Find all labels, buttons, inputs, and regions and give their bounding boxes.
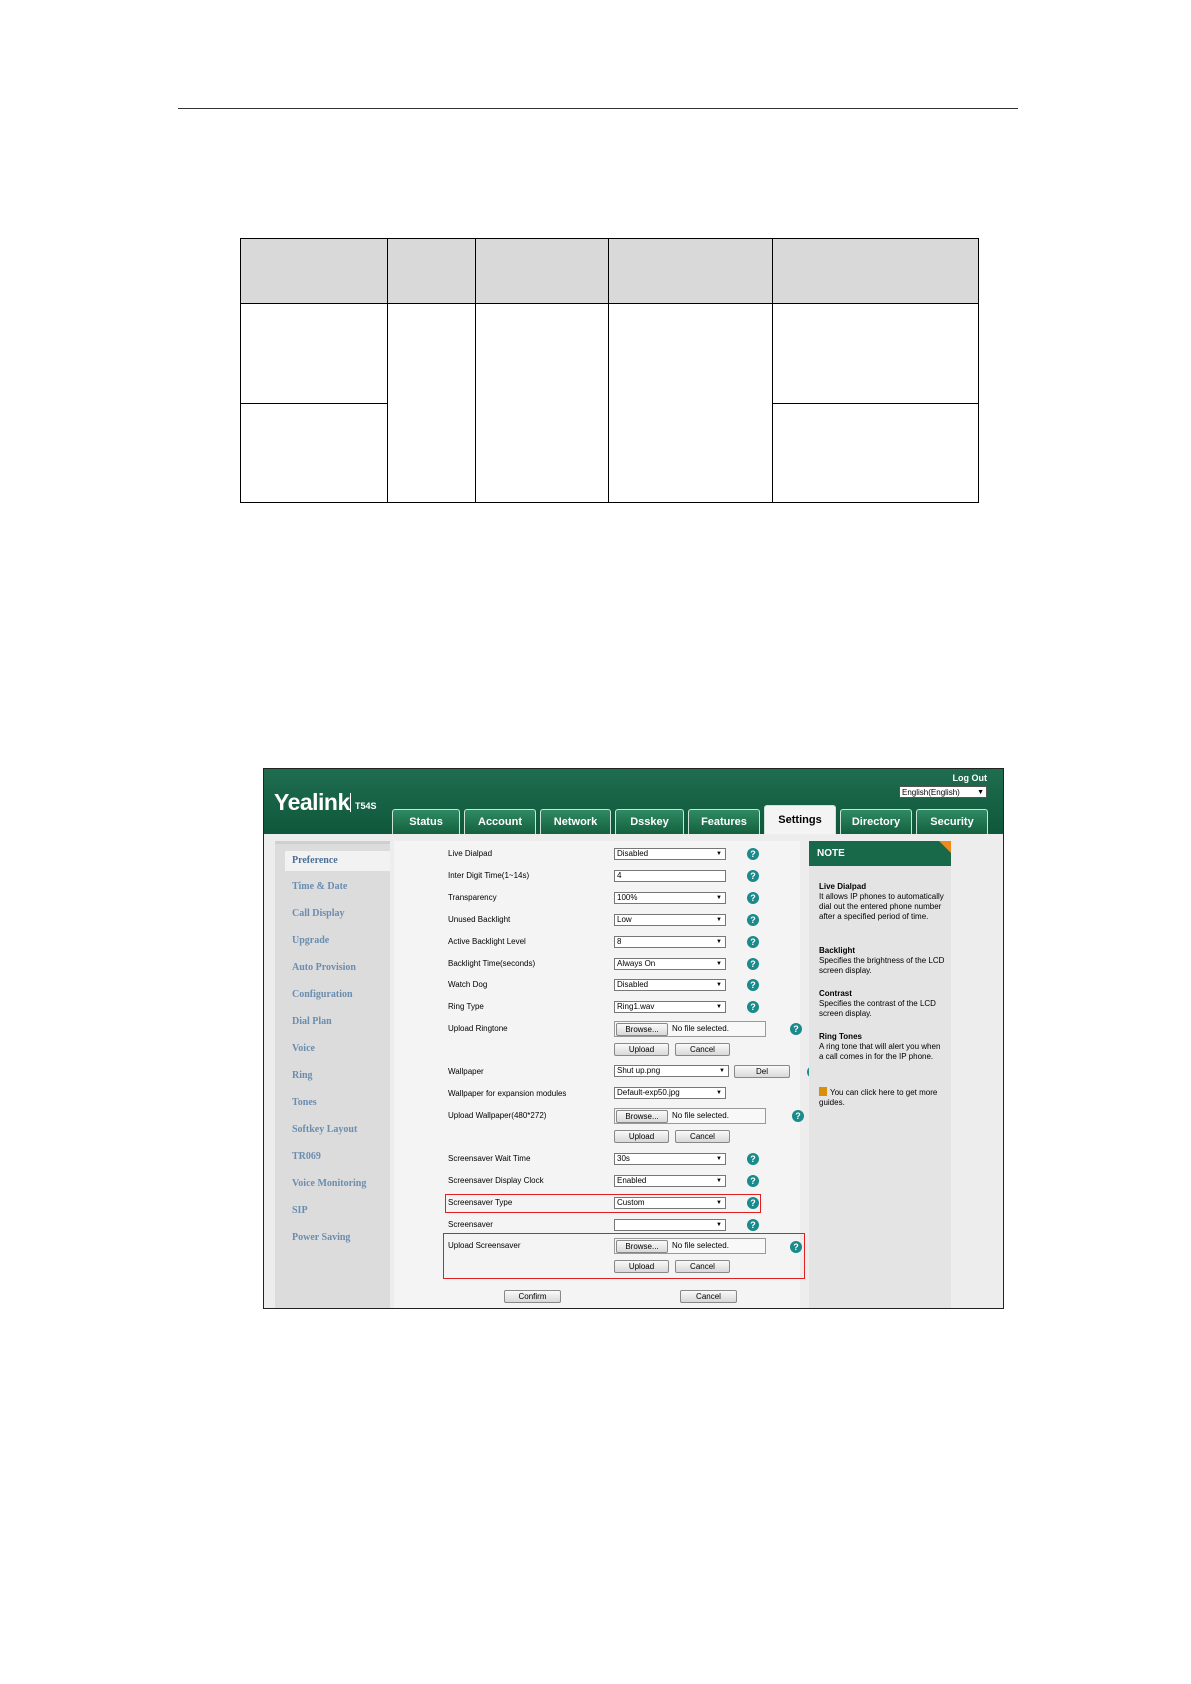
live-dialpad-select[interactable]: Disabled ▼ xyxy=(614,848,726,860)
help-icon[interactable]: ? xyxy=(792,1110,804,1122)
sidebar-item-ring[interactable]: Ring xyxy=(292,1070,313,1081)
upload-wallpaper-button[interactable]: Upload xyxy=(614,1130,669,1143)
sidebar-item-call-display[interactable]: Call Display xyxy=(292,908,345,919)
confirm-button[interactable]: Confirm xyxy=(504,1290,561,1303)
sidebar-item-upgrade[interactable]: Upgrade xyxy=(292,935,330,946)
screensaver-select[interactable] xyxy=(614,1219,726,1231)
chevron-down-icon: ▼ xyxy=(716,895,722,901)
upload-ringtone-button[interactable]: Upload xyxy=(614,1043,669,1056)
delete-wallpaper-button[interactable]: Del xyxy=(734,1065,790,1078)
label-watch-dog: Watch Dog xyxy=(448,980,488,989)
tab-dsskey[interactable]: Dsskey xyxy=(615,809,684,834)
label-screensaver: Screensaver xyxy=(448,1220,493,1229)
note-corner-icon xyxy=(939,841,951,853)
help-icon[interactable]: ? xyxy=(747,848,759,860)
chevron-down-icon: ▼ xyxy=(977,789,984,796)
yealink-logo: Yealink xyxy=(274,789,350,815)
upload-screensaver-button[interactable]: Upload xyxy=(614,1260,669,1273)
screensaver-type-select[interactable]: Custom ▼ xyxy=(614,1197,726,1209)
tab-features[interactable]: Features xyxy=(688,809,760,834)
label-upload-screensaver: Upload Screensaver xyxy=(448,1241,521,1250)
screensaver-file-input[interactable]: Browse... No file selected. xyxy=(614,1238,766,1254)
transparency-select[interactable]: 100% ▼ xyxy=(614,892,726,904)
help-icon[interactable]: ? xyxy=(790,1023,802,1035)
language-select[interactable]: English(English) ▼ xyxy=(899,786,987,798)
document-table xyxy=(240,238,979,503)
highlight-upload-screensaver xyxy=(443,1233,805,1279)
chevron-down-icon: ▼ xyxy=(716,1222,722,1228)
chevron-down-icon: ▼ xyxy=(716,1090,722,1096)
chevron-down-icon: ▼ xyxy=(716,1178,722,1184)
sidebar-item-tr069[interactable]: TR069 xyxy=(292,1151,321,1162)
guide-icon xyxy=(819,1087,827,1096)
browse-button[interactable]: Browse... xyxy=(616,1240,668,1253)
label-backlight-time: Backlight Time(seconds) xyxy=(448,959,536,968)
label-upload-ringtone: Upload Ringtone xyxy=(448,1024,508,1033)
note-item: Ring Tones A ring tone that will alert you when a call comes in for the IP phone. xyxy=(819,1032,941,1061)
wallpaper-file-input[interactable]: Browse... No file selected. xyxy=(614,1108,766,1124)
chevron-down-icon: ▼ xyxy=(716,1200,722,1206)
cancel-ringtone-button[interactable]: Cancel xyxy=(675,1043,730,1056)
note-item: Backlight Specifies the brightness of the LCD screen display. xyxy=(819,946,945,975)
help-icon[interactable]: ? xyxy=(747,1175,759,1187)
unused-backlight-select[interactable]: Low ▼ xyxy=(614,914,726,926)
label-ring-type: Ring Type xyxy=(448,1002,484,1011)
help-icon[interactable]: ? xyxy=(790,1241,802,1253)
browse-button[interactable]: Browse... xyxy=(616,1110,668,1123)
sidebar-item-time-date[interactable]: Time & Date xyxy=(292,881,348,892)
help-icon[interactable]: ? xyxy=(747,958,759,970)
header-rule xyxy=(178,108,1018,109)
table-row xyxy=(241,304,979,404)
tab-network[interactable]: Network xyxy=(540,809,611,834)
sidebar-item-dial-plan[interactable]: Dial Plan xyxy=(292,1016,332,1027)
label-wallpaper: Wallpaper xyxy=(448,1067,484,1076)
cancel-button[interactable]: Cancel xyxy=(680,1290,737,1303)
chevron-down-icon: ▼ xyxy=(716,917,722,923)
sidebar-item-auto-provision[interactable]: Auto Provision xyxy=(292,962,356,973)
note-guide-link[interactable]: You can click here to get more guides. xyxy=(819,1088,938,1107)
chevron-down-icon: ▼ xyxy=(716,982,722,988)
backlight-time-select[interactable]: Always On ▼ xyxy=(614,958,726,970)
sidebar-item-voice-monitoring[interactable]: Voice Monitoring xyxy=(292,1178,367,1189)
cancel-wallpaper-button[interactable]: Cancel xyxy=(675,1130,730,1143)
label-live-dialpad: Live Dialpad xyxy=(448,849,493,858)
sidebar-item-tones[interactable]: Tones xyxy=(292,1097,317,1108)
help-icon[interactable]: ? xyxy=(747,1001,759,1013)
label-screensaver-type: Screensaver Type xyxy=(448,1198,513,1207)
tab-security[interactable]: Security xyxy=(916,809,988,834)
label-unused-backlight: Unused Backlight xyxy=(448,915,511,924)
sidebar-item-sip[interactable]: SIP xyxy=(292,1205,308,1216)
screensaver-wait-select[interactable]: 30s ▼ xyxy=(614,1153,726,1165)
sidebar xyxy=(275,841,390,1309)
tab-account[interactable]: Account xyxy=(464,809,536,834)
help-icon[interactable]: ? xyxy=(747,936,759,948)
wallpaper-expansion-select[interactable]: Default-exp50.jpg ▼ xyxy=(614,1087,726,1099)
label-wallpaper-expansion: Wallpaper for expansion modules xyxy=(448,1089,567,1098)
active-backlight-select[interactable]: 8 ▼ xyxy=(614,936,726,948)
highlight-screensaver-type xyxy=(445,1194,761,1213)
wallpaper-select[interactable]: Shut up.png ▼ xyxy=(614,1065,729,1077)
label-transparency: Transparency xyxy=(448,893,497,902)
label-screensaver-clock: Screensaver Display Clock xyxy=(448,1176,544,1185)
chevron-down-icon: ▼ xyxy=(716,1156,722,1162)
sidebar-item-softkey-layout[interactable]: Softkey Layout xyxy=(292,1124,358,1135)
screensaver-clock-select[interactable]: Enabled ▼ xyxy=(614,1175,726,1187)
help-icon[interactable]: ? xyxy=(747,870,759,882)
note-title: NOTE xyxy=(809,841,951,866)
inter-digit-input[interactable]: 4 xyxy=(614,870,726,882)
help-icon[interactable]: ? xyxy=(747,914,759,926)
web-ui-screenshot xyxy=(263,768,1004,1309)
note-item: Contrast Specifies the contrast of the LCD screen display. xyxy=(819,989,936,1018)
note-item: Live Dialpad It allows IP phones to automatically dial out the entered phone number after a specified period of time. xyxy=(819,882,944,921)
ring-type-select[interactable]: Ring1.wav ▼ xyxy=(614,1001,726,1013)
help-icon[interactable]: ? xyxy=(747,1197,759,1209)
tab-directory[interactable]: Directory xyxy=(840,809,912,834)
browse-button[interactable]: Browse... xyxy=(616,1023,668,1036)
help-icon[interactable]: ? xyxy=(747,1153,759,1165)
chevron-down-icon: ▼ xyxy=(716,851,722,857)
sidebar-item-configuration[interactable]: Configuration xyxy=(292,989,353,1000)
chevron-down-icon: ▼ xyxy=(716,961,722,967)
chevron-down-icon: ▼ xyxy=(719,1068,725,1074)
watch-dog-select[interactable]: Disabled ▼ xyxy=(614,979,726,991)
label-inter-digit: Inter Digit Time(1~14s) xyxy=(448,871,530,880)
sidebar-item-preference[interactable]: Preference xyxy=(285,851,390,871)
logo-separator xyxy=(350,793,351,812)
tab-status[interactable]: Status xyxy=(392,809,460,834)
label-active-backlight: Active Backlight Level xyxy=(448,937,526,946)
chevron-down-icon: ▼ xyxy=(716,1004,722,1010)
logout-link[interactable]: Log Out xyxy=(952,773,987,783)
help-icon[interactable]: ? xyxy=(747,979,759,991)
chevron-down-icon: ▼ xyxy=(716,939,722,945)
tab-settings[interactable]: Settings xyxy=(764,805,836,834)
sidebar-item-power-saving[interactable]: Power Saving xyxy=(292,1232,351,1243)
label-upload-wallpaper: Upload Wallpaper(480*272) xyxy=(448,1111,547,1120)
label-screensaver-wait: Screensaver Wait Time xyxy=(448,1154,531,1163)
table-header-row xyxy=(241,239,979,304)
sidebar-item-voice[interactable]: Voice xyxy=(292,1043,315,1054)
model-label: T54S xyxy=(355,801,377,811)
ringtone-file-input[interactable]: Browse... No file selected. xyxy=(614,1021,766,1037)
help-icon[interactable]: ? xyxy=(747,892,759,904)
cancel-screensaver-button[interactable]: Cancel xyxy=(675,1260,730,1273)
help-icon[interactable]: ? xyxy=(747,1219,759,1231)
